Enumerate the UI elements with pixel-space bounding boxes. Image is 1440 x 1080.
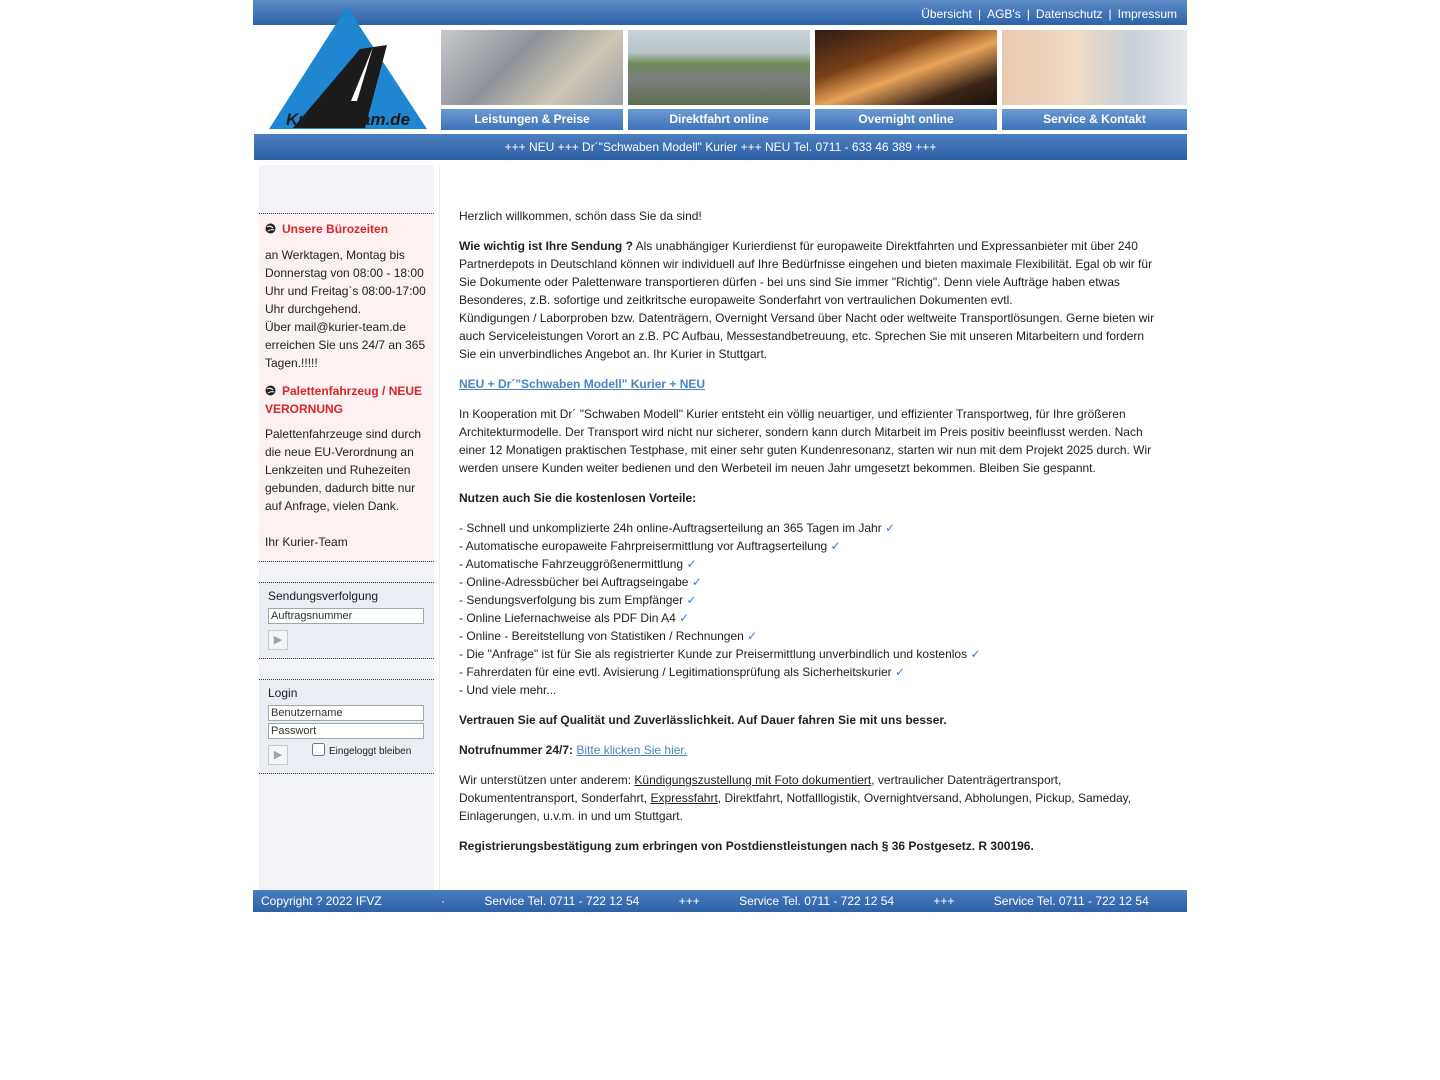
advantage-more: - Und viele mehr... bbox=[459, 683, 557, 697]
tracking-number-input[interactable] bbox=[268, 608, 424, 624]
marquee-sep: +++ bbox=[933, 894, 955, 908]
link-uebersicht[interactable]: Übersicht bbox=[921, 7, 972, 21]
check-icon: ✓ bbox=[686, 557, 697, 571]
marquee-service: Service Tel. 0711 - 722 12 54 bbox=[739, 894, 895, 908]
support-paragraph bbox=[459, 771, 1159, 825]
check-icon: ✓ bbox=[686, 593, 697, 607]
advantages-title: Nutzen auch Sie die kostenlosen Vorteile: bbox=[459, 491, 697, 505]
nav-overnight-online[interactable]: Overnight online bbox=[815, 109, 997, 130]
main-content bbox=[439, 165, 1182, 890]
advantage-item: - Online - Bereitstellung von Statistiken / Rechnungen bbox=[459, 629, 744, 643]
advantage-item: - Fahrerdaten für eine evtl. Avisierung / Legitimationsprüfung als Sicherheitskurier bbox=[459, 665, 892, 679]
intro-paragraph bbox=[459, 237, 1159, 363]
link-agb[interactable]: AGB's bbox=[987, 7, 1021, 21]
check-icon: ✓ bbox=[895, 665, 906, 679]
password-input[interactable] bbox=[268, 723, 424, 739]
check-icon: ✓ bbox=[830, 539, 841, 553]
header-photo-lights bbox=[815, 30, 997, 105]
advantage-item: - Sendungsverfolgung bis zum Empfänger bbox=[459, 593, 684, 607]
office-hours-title: Unsere Bürozeiten bbox=[282, 222, 389, 236]
trust-text: Vertrauen Sie auf Qualität und Zuverlässlichkeit. Auf Dauer fahren Sie mit uns besser. bbox=[459, 713, 947, 727]
globe-icon bbox=[265, 223, 276, 234]
marquee-dot: · bbox=[441, 894, 445, 908]
intro-text: Als unabhängiger Kurierdienst für europaweite Direktfahrten und Expressanbieter mit über 240 Partnerdepots in Deutschland können wir individuell auf Ihre Bedürfnisse eingehen und bieten maximale Flexibilität. Egal ob wir für Sie Dokumente oder Palettenware transportieren dürfen - bei uns sind Sie immer "Richtig". Denn viele Aufträge haben etwas Besonderes, z.B. sofortige und zeitkritsche europaweite Sonderfahrt von vertraulichen Dokumenten evtl. bbox=[459, 239, 1153, 307]
globe-icon bbox=[265, 385, 276, 396]
emergency-link[interactable]: Bitte klicken Sie hier. bbox=[576, 743, 688, 757]
check-icon: ✓ bbox=[747, 629, 758, 643]
advantage-item: - Online Liefernachweise als PDF Din A4 bbox=[459, 611, 676, 625]
news-ticker: +++ NEU +++ Dr´"Schwaben Modell" Kurier +++ NEU Tel. 0711 - 633 46 389 +++ bbox=[254, 134, 1187, 160]
sidebar bbox=[259, 165, 434, 890]
logo-text: Kurier-Team.de bbox=[285, 110, 411, 129]
cooperation-text: In Kooperation mit Dr´ "Schwaben Modell" Kurier entsteht ein völlig neuartiger, und effizienter Transportweg, für Ihre größeren Architekturmodelle. Der Transport wird nicht nur sicherer, sondern kann durch Mitarbeit im Preis positiv beeinflusst werden. Nach einer 12 Monatigen praktischen Testphase, mit einer sehr guten Kundenresonanz, starten wir nun mit dem Projekt 2025 durch. Wir werden unsere Kunden weiter bedienen und den Werbeteil im neuen Jahr umgesetzt bekommen. Bleiben Sie gespannt. bbox=[459, 407, 1152, 475]
tracking-submit-button[interactable]: ▶ bbox=[268, 630, 288, 650]
header-photo-highway bbox=[628, 30, 810, 105]
nav-service-kontakt[interactable]: Service & Kontakt bbox=[1002, 109, 1187, 130]
username-input[interactable] bbox=[268, 705, 424, 721]
remember-me-label: Eingeloggt bleiben bbox=[329, 746, 412, 757]
header-photo-phone bbox=[1002, 30, 1187, 105]
emergency-label: Notrufnummer 24/7: bbox=[459, 743, 574, 757]
check-icon: ✓ bbox=[679, 611, 690, 625]
sidebar-top-spacer bbox=[259, 165, 434, 214]
nav-leistungen-preise[interactable]: Leistungen & Preise bbox=[441, 109, 623, 130]
intro-text-2: Kündigungen / Laborproben bzw. Datenträgern, Overnight Versand über Nacht oder weltweite Transportlösungen. Gerne bieten wir auch Serviceleistungen Vorort an z.B. PC Aufbau, Messestandbetreuung, etc. Sprechen Sie mit unseren Mitarbeitern und fordern Sie ein unverbindliches Angebot an. Ihr Kurier in Stuttgart. bbox=[459, 311, 1155, 361]
marquee-sep: +++ bbox=[1188, 894, 1210, 908]
check-icon: ✓ bbox=[970, 647, 981, 661]
advantage-item: - Die "Anfrage" ist für Sie als registrierter Kunde zur Preisermittlung unverbindlich und kostenlos bbox=[459, 647, 968, 661]
check-icon: ✓ bbox=[885, 521, 896, 535]
registration-text: Registrierungsbestätigung zum erbringen von Postdienstleistungen nach § 36 Postgesetz. R 300196. bbox=[459, 839, 1034, 853]
service-marquee bbox=[441, 890, 1245, 912]
marquee-service: Service Tel. 0711 - 722 12 54 bbox=[484, 894, 640, 908]
office-hours-box bbox=[259, 214, 434, 562]
office-hours-mail: Über mail@kurier-team.de erreichen Sie uns 24/7 an 365 Tagen.!!!!! bbox=[265, 320, 426, 370]
pallet-text: Palettenfahrzeuge sind durch die neue EU-Verordnung an Lenkzeiten und Ruhezeiten gebunden, dadurch bitte nur auf Anfrage, vielen Dank. bbox=[265, 427, 422, 513]
marquee-service: Service Tel. 0711 - 722 12 54 bbox=[993, 894, 1149, 908]
link-datenschutz[interactable]: Datenschutz bbox=[1035, 7, 1103, 21]
site-logo[interactable] bbox=[265, 5, 430, 132]
check-icon: ✓ bbox=[691, 575, 702, 589]
footer-bar bbox=[253, 890, 1210, 912]
express-link[interactable]: Expressfahrt bbox=[650, 791, 718, 805]
support-post: , Direktfahrt, Notfalllogistik, Overnightversand, Abholungen, Pickup, Sameday, Einlagerungen, u.v.m. in und um Stuttgart. bbox=[459, 791, 1132, 823]
support-mid: , vertraulicher Datenträgertransport, Dokumententransport, Sonderfahrt, bbox=[459, 773, 1062, 805]
advantage-item: - Schnell und unkompliziertе 24h online-Auftragserteilung an 365 Tagen im Jahr bbox=[459, 521, 882, 535]
login-panel bbox=[259, 679, 434, 774]
support-pre: Wir unterstützen unter anderem: bbox=[459, 773, 635, 787]
advantage-item: - Online-Adressbücher bei Auftragseingabe bbox=[459, 575, 689, 589]
advantage-item: - Automatische Fahrzeuggrößenermittlung bbox=[459, 557, 684, 571]
advantage-item: - Automatische europaweite Fahrpreisermittlung vor Auftragserteilung bbox=[459, 539, 828, 553]
nav-direktfahrt-online[interactable]: Direktfahrt online bbox=[628, 109, 810, 130]
termination-delivery-link[interactable]: Kündigungszustellung mit Foto dokumentiert bbox=[634, 773, 872, 787]
remember-me-checkbox[interactable] bbox=[312, 743, 325, 756]
tracking-panel bbox=[259, 582, 434, 659]
link-impressum[interactable]: Impressum bbox=[1117, 7, 1177, 21]
copyright: Copyright ? 2022 IFVZ bbox=[261, 894, 382, 908]
new-model-link[interactable]: NEU + Dr´"Schwaben Modell" Kurier + NEU bbox=[459, 377, 706, 391]
header-photo-warehouse bbox=[441, 30, 623, 105]
intro-question: Wie wichtig ist Ihre Sendung ? bbox=[459, 239, 633, 253]
office-hours-text: an Werktagen, Montag bis Donnerstag von 08:00 - 18:00 Uhr und Freitag`s 08:00-17:00 Uhr durchgehend. bbox=[265, 248, 426, 316]
login-submit-button[interactable]: ▶ bbox=[268, 745, 288, 765]
pallet-title: Palettenfahrzeug / NEUE VERORNUNG bbox=[265, 384, 423, 416]
tracking-title: Sendungsverfolgung bbox=[268, 589, 379, 603]
welcome-text: Herzlich willkommen, schön dass Sie da sind! bbox=[459, 209, 702, 223]
top-links: Übersicht | AGB's | Datenschutz | Impressum bbox=[921, 7, 1177, 21]
marquee-sep: +++ bbox=[678, 894, 700, 908]
advantages-list bbox=[459, 519, 1159, 699]
signature: Ihr Kurier-Team bbox=[265, 535, 348, 549]
login-title: Login bbox=[268, 686, 298, 700]
